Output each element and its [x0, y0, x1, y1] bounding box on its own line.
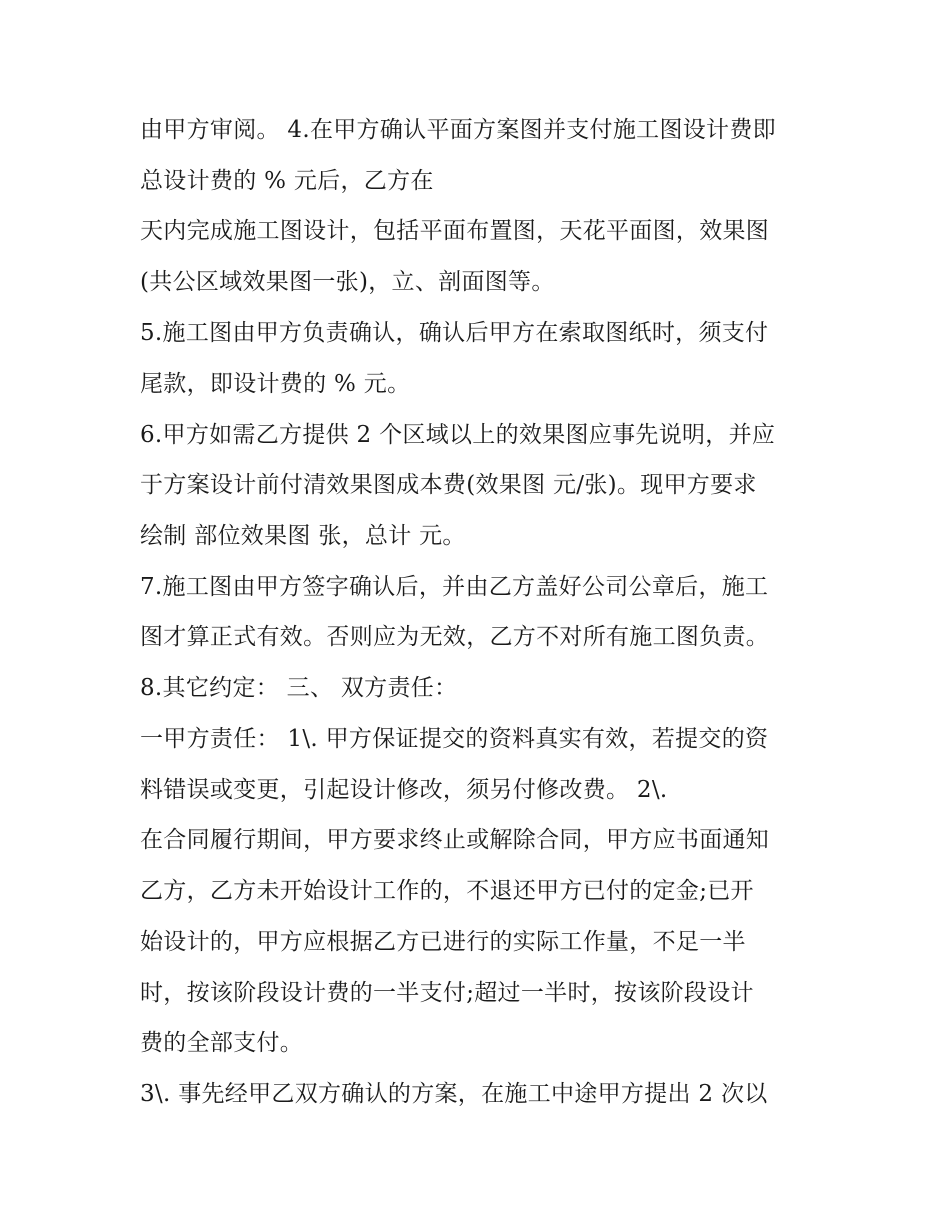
text-line-6: 尾款，即设计费的 % 元。 — [140, 371, 411, 397]
text-line-4: (共公区域效果图一张)，立、剖面图等。 — [140, 269, 555, 295]
text-line-12: 8.其它约定： 三、 双方责任： — [140, 675, 458, 701]
text-line-7: 6.甲方如需乙方提供 2 个区域以上的效果图应事先说明，并应 — [140, 422, 776, 448]
text-line-11: 图才算正式有效。否则应为无效，乙方不对所有施工图负责。 — [140, 624, 770, 650]
text-line-14: 料错误或变更，引起设计修改，须另付修改费。 2\. — [140, 777, 668, 803]
text-line-10: 7.施工图由甲方签字确认后，并由乙方盖好公司公章后，施工 — [140, 574, 769, 600]
text-line-3: 天内完成施工图设计，包括平面布置图，天花平面图，效果图 — [140, 218, 770, 244]
text-line-20: 3\. 事先经甲乙双方确认的方案，在施工中途甲方提出 2 次以 — [140, 1081, 768, 1107]
text-line-5: 5.施工图由甲方负责确认，确认后甲方在索取图纸时，须支付 — [140, 320, 769, 346]
text-line-8: 于方案设计前付清效果图成本费(效果图 元/张)。现甲方要求 — [140, 472, 757, 498]
text-line-1: 由甲方审阅。 4.在甲方确认平面方案图并支付施工图设计费即 — [140, 117, 776, 143]
text-line-18: 时，按该阶段设计费的一半支付;超过一半时，按该阶段设计 — [140, 980, 754, 1006]
text-line-15: 在合同履行期间，甲方要求终止或解除合同，甲方应书面通知 — [140, 827, 770, 853]
text-line-17: 始设计的，甲方应根据乙方已进行的实际工作量，不足一半 — [140, 929, 746, 955]
text-line-9: 绘制 部位效果图 张，总计 元。 — [140, 523, 466, 549]
text-line-19: 费的全部支付。 — [140, 1030, 304, 1056]
text-line-2: 总设计费的 % 元后，乙方在 — [140, 168, 434, 194]
text-line-13: 一甲方责任： 1\. 甲方保证提交的资料真实有效，若提交的资 — [140, 726, 769, 752]
text-line-16: 乙方，乙方未开始设计工作的，不退还甲方已付的定金;已开 — [140, 878, 754, 904]
